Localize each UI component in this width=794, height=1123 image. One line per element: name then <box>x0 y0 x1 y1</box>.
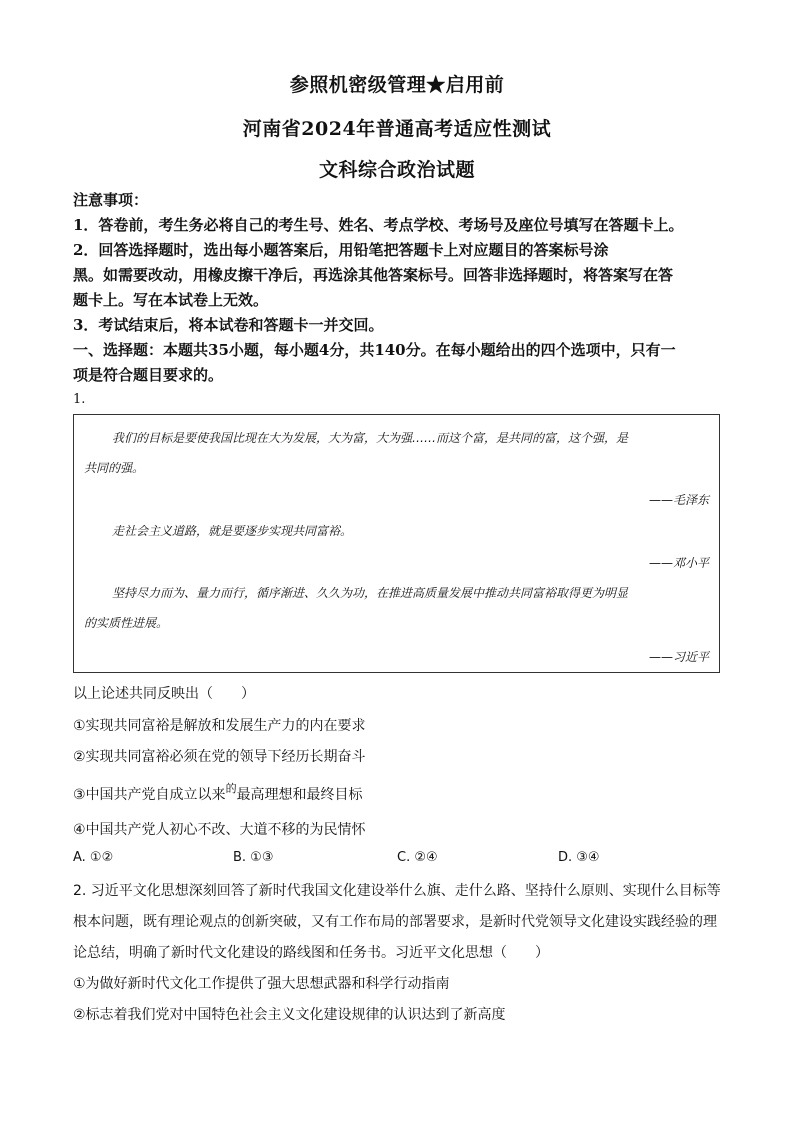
quote-1-attribution: ——毛泽东 <box>648 493 709 507</box>
question-1-stem: 以上论述共同反映出（ ） <box>73 686 255 702</box>
q1-option-a[interactable]: A. ①② <box>73 850 114 865</box>
q1-statement-3-part-b: 最高理想和最终目标 <box>236 787 363 803</box>
question-2-stem <box>73 876 733 1031</box>
quote-3-line-b: 的实质性进展。 <box>84 616 169 630</box>
section-heading-a: 一、选择题：本题共35小题，每小题4分，共140分。在每小题给出的四个选项中，只有一 <box>73 341 676 359</box>
q1-option-d[interactable]: D. ③④ <box>558 850 600 865</box>
q1-statement-3 <box>73 784 733 804</box>
notice-item-2b: 黑。如需要改动，用橡皮擦干净后，再选涂其他答案标号。回答非选择题时，将答案写在答 <box>73 266 674 284</box>
quote-box <box>73 414 720 673</box>
q1-option-b[interactable]: B. ①③ <box>233 850 274 865</box>
notice-item-3: 3．考试结束后，将本试卷和答题卡一并交回。 <box>73 316 384 334</box>
notice-item-1: 1．答卷前，考生务必将自己的考生号、姓名、考点学校、考场号及座位号填写在答题卡上。 <box>73 216 684 234</box>
q2-line-2: 根本问题，既有理论观点的创新突破，又有工作布局的部署要求，是新时代党领导文化建设实践经验的理 <box>73 914 717 930</box>
quote-3-line-a: 坚持尽力而为、量力而行，循序渐进、久久为功，在推进高质量发展中推动共同富裕取得更为明显 <box>112 586 629 600</box>
notice-title: 注意事项： <box>73 191 149 209</box>
notice-item-2a: 2．回答选择题时，选出每小题答案后，用铅笔把答题卡上对应题目的答案标号涂 <box>73 241 609 259</box>
quote-1-line-b: 共同的强。 <box>84 461 145 475</box>
quote-3-attribution: ——习近平 <box>648 650 709 664</box>
paper-subject-title: 文科综合政治试题 <box>318 159 475 181</box>
notice-section <box>73 188 733 388</box>
q1-statement-3-sup: 的 <box>225 782 237 795</box>
section-heading-b: 项是符合题目要求的。 <box>73 366 224 384</box>
q2-line-1: 2. 习近平文化思想深刻回答了新时代我国文化建设举什么旗、走什么路、坚持什么原则、实现什么目标等 <box>73 883 721 899</box>
q2-statement-1: ①为做好新时代文化工作提供了强大思想武器和科学行动指南 <box>73 976 450 992</box>
q2-line-3: 论总结，明确了新时代文化建设的路线图和任务书。习近平文化思想（ ） <box>73 945 549 961</box>
quote-2: 走社会主义道路，就是要逐步实现共同富裕。 <box>112 524 353 538</box>
q1-statement-2: ②实现共同富裕必须在党的领导下经历长期奋斗 <box>73 749 366 765</box>
notice-item-2c: 题卡上。写在本试卷上无效。 <box>73 291 269 309</box>
question-1-number: 1. <box>73 392 86 407</box>
q1-statement-4: ④中国共产党人初心不改、大道不移的为民情怀 <box>73 822 366 838</box>
q1-statement-3-part-a: ③中国共产党自成立以来 <box>73 787 226 803</box>
quote-1-line-a: 我们的目标是要使我国比现在大为发展，大为富，大为强……而这个富，是共同的富，这个强，是 <box>112 431 629 445</box>
exam-title: 河南省2024年普通高考适应性测试 <box>242 118 552 140</box>
confidential-label: 参照机密级管理★启用前 <box>289 74 505 96</box>
q2-statement-2: ②标志着我们党对中国特色社会主义文化建设规律的认识达到了新高度 <box>73 1007 506 1023</box>
quote-2-attribution: ——邓小平 <box>648 556 709 570</box>
q1-option-c[interactable]: C. ②④ <box>397 850 438 865</box>
q1-statement-1: ①实现共同富裕是解放和发展生产力的内在要求 <box>73 718 366 734</box>
